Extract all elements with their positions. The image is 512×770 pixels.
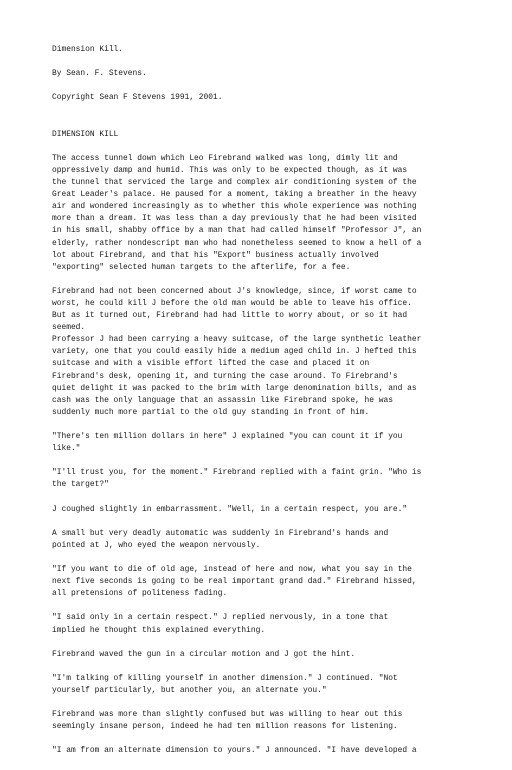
text-line: seemingly insane person, indeed he had ten million reasons for listening.: [52, 722, 398, 732]
text-line: worst, he could kill J before the old man would be able to leave his office.: [52, 298, 412, 308]
text-line: "I'll trust you, for the moment." Firebrand replied with a faint grin. "Who is: [52, 468, 422, 478]
text-line: J coughed slightly in embarrassment. "Well, in a certain respect, you are.": [52, 504, 408, 514]
story-text: [52, 153, 462, 758]
text-line: elderly, rather nondescript man who had nonetheless seemed to know a hell of a: [52, 238, 422, 248]
text-line: air and wondered increasingly as to whether this whole experience was nothing: [52, 202, 417, 212]
text-line: suddenly much more partial to the old guy standing in front of him.: [52, 407, 370, 417]
document-title: Dimension Kill.: [52, 45, 124, 54]
paragraph: [52, 528, 462, 552]
paragraph: [52, 745, 462, 757]
byline: By Sean. F. Stevens.: [52, 69, 147, 79]
text-line: in his small, shabby office by a man that had called himself "Professor J", an: [52, 226, 422, 236]
paragraph: [52, 649, 462, 661]
text-line: Firebrand waved the gun in a circular motion and J got the hint.: [52, 649, 356, 659]
text-line: all pretensions of politeness fading.: [52, 589, 228, 599]
text-line: The access tunnel down which Leo Firebrand walked was long, dimly lit and: [52, 153, 398, 163]
text-line: Firebrand was more than slightly confused but was willing to hear out this: [52, 710, 403, 720]
story-title: DIMENSION KILL: [52, 129, 119, 139]
text-line: the target?": [52, 480, 109, 490]
paragraph: [52, 504, 462, 516]
text-line: next five seconds is going to be real important grand dad." Firebrand hissed,: [52, 577, 417, 587]
text-line: suitcase and with a visible effort lifted the case and placed it on: [52, 359, 370, 369]
text-line: lot about Firebrand, and that his "Export" business actually involved: [52, 250, 379, 260]
text-line: more than a dream. It was less than a day previously that he had been visited: [52, 214, 417, 224]
text-line: like.": [52, 444, 81, 454]
paragraph: [52, 286, 462, 419]
text-line: quiet delight it was packed to the brim with large denomination bills, and as: [52, 383, 417, 393]
text-line: "exporting" selected human targets to the afterlife, for a fee.: [52, 262, 351, 272]
paragraph: [52, 153, 462, 274]
text-line: variety, one that you could easily hide a medium aged child in. J hefted this: [52, 347, 417, 357]
text-line: yourself particularly, but another you, an alternate you.": [52, 685, 327, 695]
paragraph: [52, 467, 462, 491]
text-line: cash was the only language that an assassin like Firebrand spoke, he was: [52, 395, 393, 405]
text-line: seemed.: [52, 323, 86, 333]
text-line: A small but very deadly automatic was suddenly in Firebrand's hands and: [52, 528, 389, 538]
text-line: Firebrand's desk, opening it, and turning the case around. To Firebrand's: [52, 371, 398, 381]
text-line: Professor J had been carrying a heavy suitcase, of the large synthetic leather: [52, 335, 422, 345]
text-line: the tunnel that serviced the large and complex air conditioning system of the: [52, 178, 417, 188]
text-line: implied he thought this explained everything.: [52, 625, 266, 635]
paragraph: [52, 564, 462, 600]
text-line: Great Leader's palace. He paused for a moment, taking a breather in the heavy: [52, 190, 417, 200]
text-line: pointed at J, who eyed the weapon nervously.: [52, 540, 261, 550]
text-line: Firebrand had not been concerned about J's knowledge, since, if worst came to: [52, 286, 417, 296]
text-line: "I said only in a certain respect." J replied nervously, in a tone that: [52, 613, 389, 623]
text-line: "There's ten million dollars in here" J explained "you can count it if you: [52, 432, 403, 441]
paragraph: [52, 612, 462, 636]
text-line: "I'm talking of killing yourself in another dimension." J continued. "Not: [52, 673, 398, 683]
copyright-notice: Copyright Sean F Stevens 1991, 2001.: [52, 93, 223, 103]
paragraph: [52, 431, 462, 455]
paragraph: [52, 673, 462, 697]
text-line: "I am from an alternate dimension to yours." J announced. "I have developed a: [52, 746, 417, 756]
document-body: [52, 44, 462, 770]
paragraph: [52, 709, 462, 733]
text-line: But as it turned out, Firebrand had had little to worry about, or so it had: [52, 311, 408, 321]
text-line: "If you want to die of old age, instead of here and now, what you say in the: [52, 565, 412, 575]
text-line: oppressively damp and humid. This was only to be expected though, as it was: [52, 165, 408, 175]
